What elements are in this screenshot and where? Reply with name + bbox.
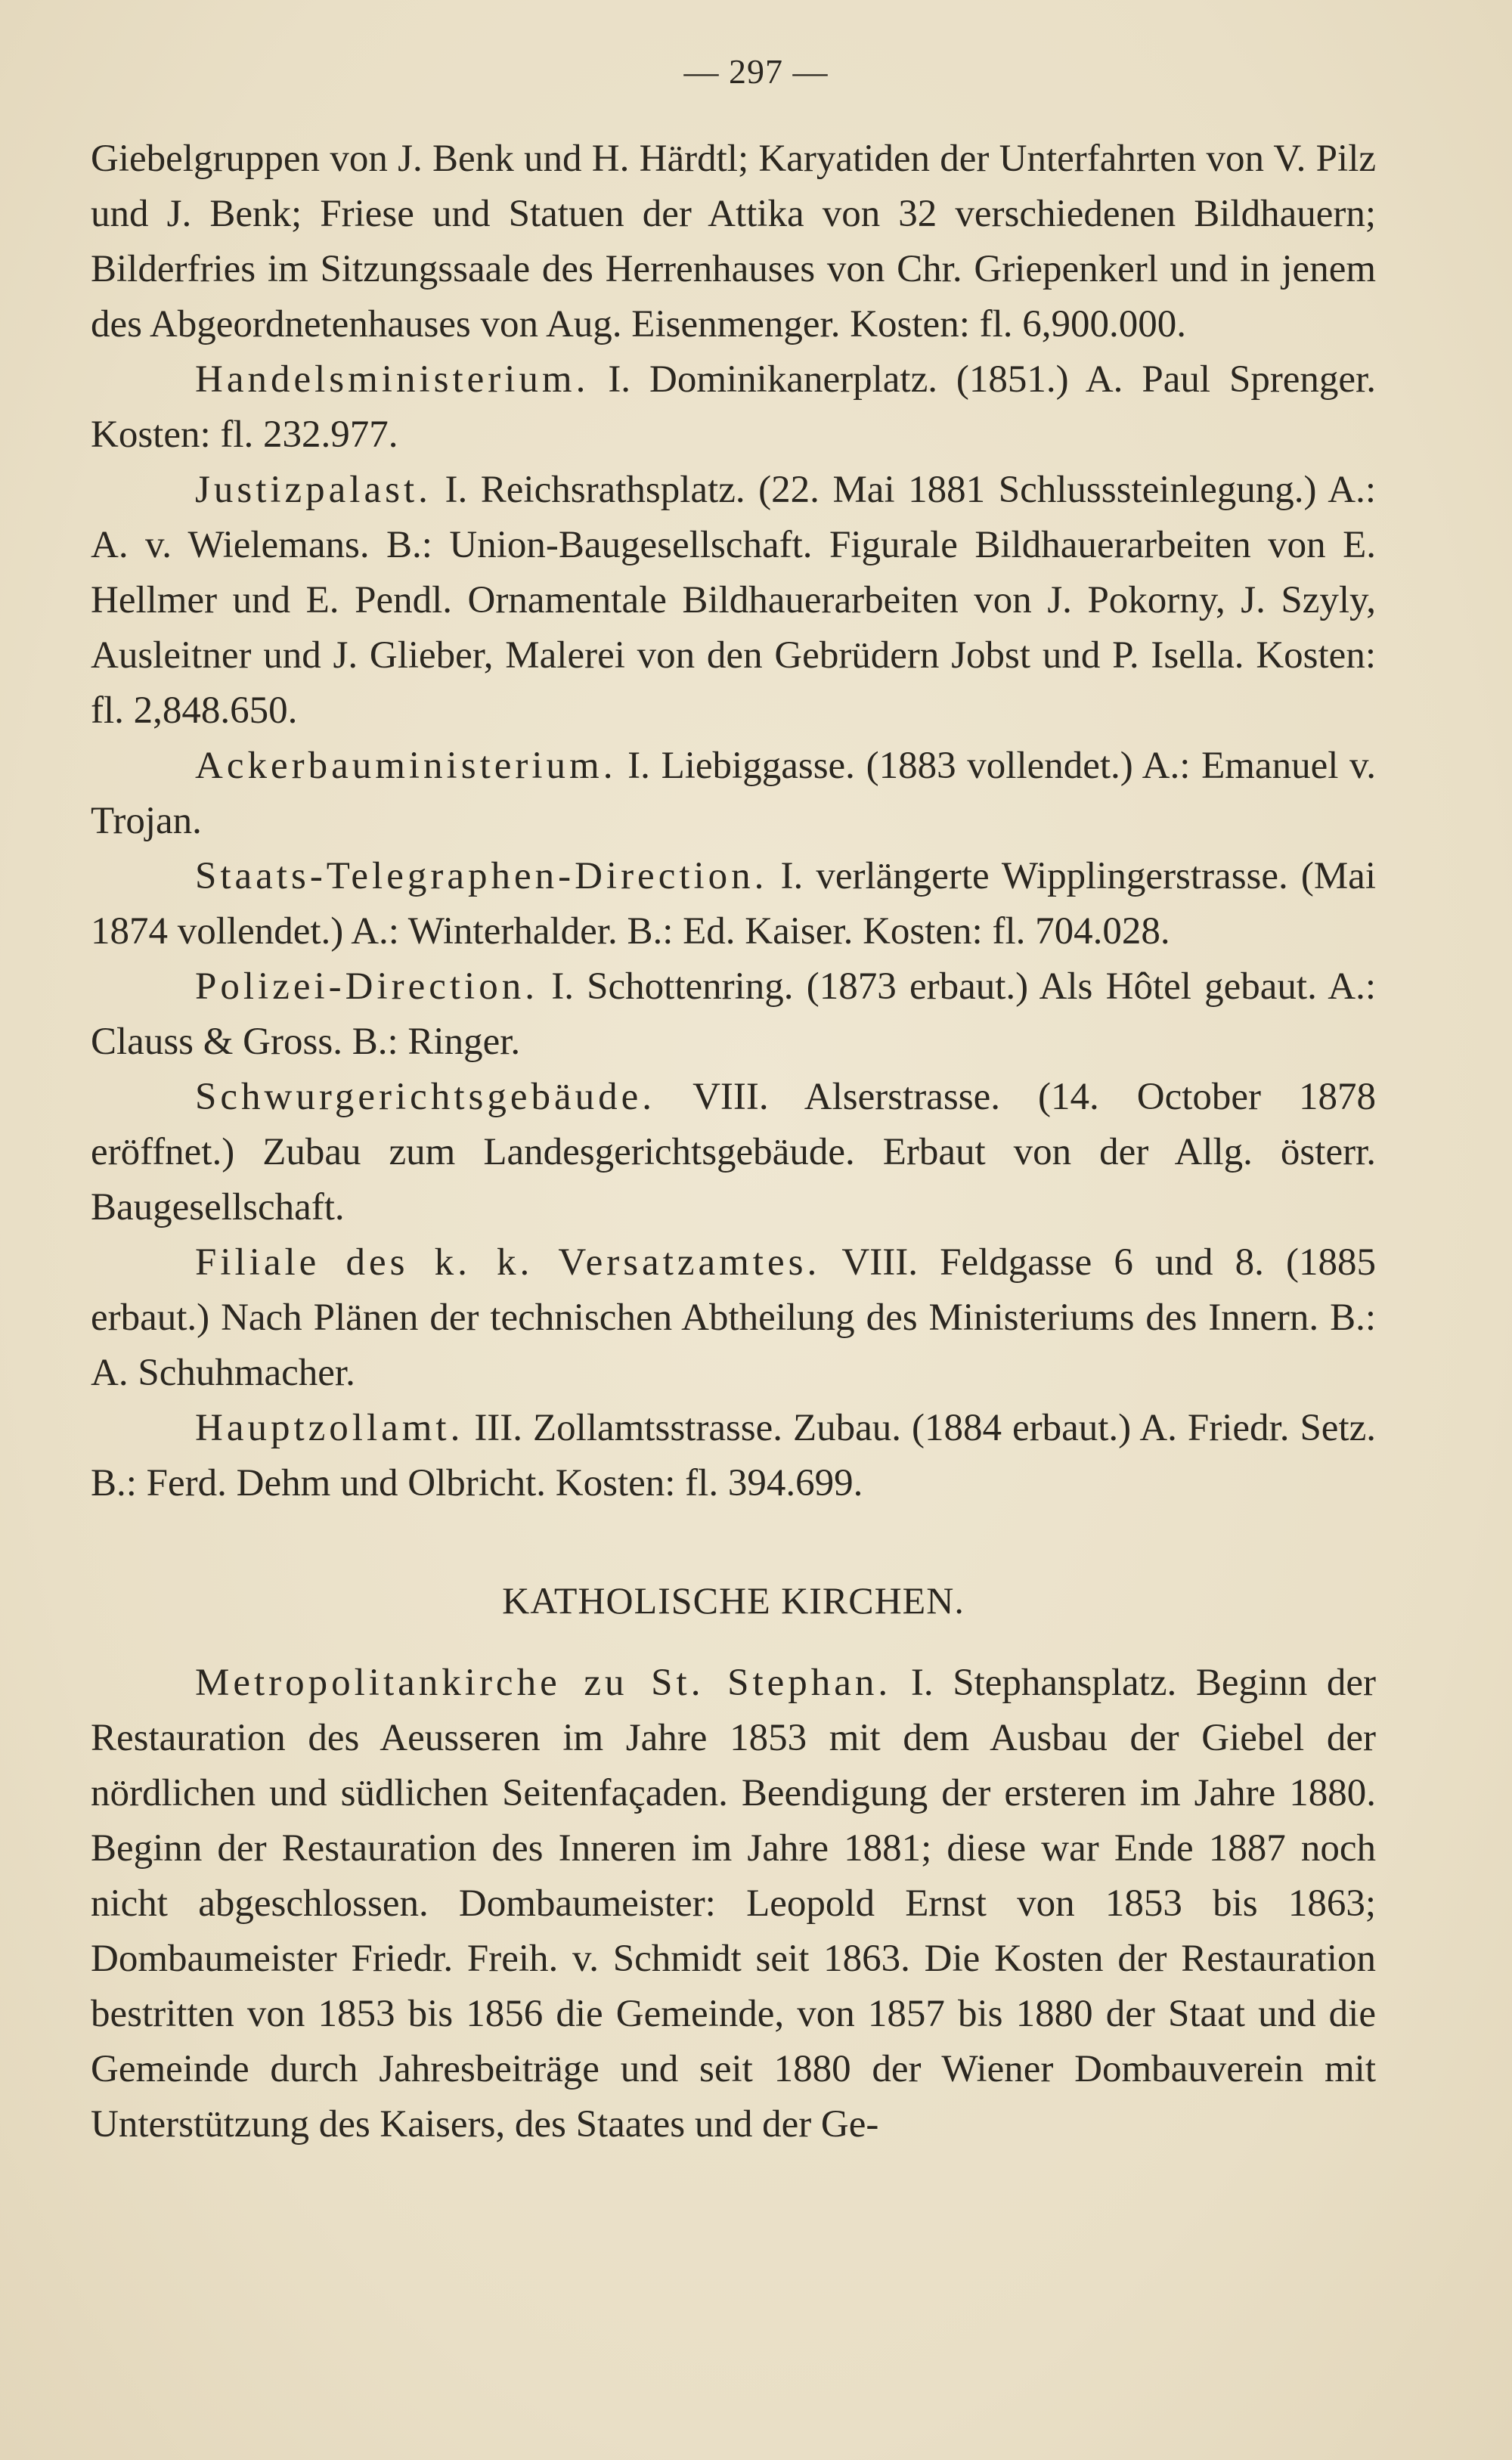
intro-paragraph: Giebelgruppen von J. Benk und H. Härdtl; Karyatiden der Unterfahrten von V. Pilz und J. Benk; Friese und Statuen der Attika von 32 verschiedenen Bildhauern; Bilderfries im Sitzungssaale des Herrenhauses von Chr. Griepenkerl und in jenem des Abgeordnetenhauses von Aug. Eisenmenger. Kosten: fl. 6,900.000. <box>91 138 1376 345</box>
entry-ackerbauministerium <box>91 739 1376 849</box>
entry-name: Staats-Telegraphen-Direction. <box>195 855 768 897</box>
entry-text: I. Liebiggasse. (1883 vollendet.) A.: Emanuel v. Trojan. <box>91 745 1376 842</box>
page-body <box>91 132 1376 2152</box>
entry-name: Metropolitankirche zu St. Stephan. <box>195 1662 892 1704</box>
section-heading: KATHOLISCHE KIRCHEN. <box>502 1579 965 1622</box>
entry-text: III. Zollamtsstrasse. Zubau. (1884 erbaut.) A. Friedr. Setz. B.: Ferd. Dehm und Olbricht. Kosten: fl. 394.699. <box>91 1407 1376 1504</box>
entry-polizei-direction <box>91 959 1376 1070</box>
entry-text: VIII. Feldgasse 6 und 8. (1885 erbaut.) Nach Plänen der technischen Abtheilung des Ministeriums des Innern. B.: A. Schuhmacher. <box>91 1241 1377 1394</box>
entry-name: Handelsministerium. <box>195 358 590 401</box>
entry-name: Filiale des k. k. Versatzamtes. <box>195 1241 821 1284</box>
entry-text: I. Schottenring. (1873 erbaut.) Als Hôtel gebaut. A.: Clauss & Gross. B.: Ringer. <box>91 965 1376 1063</box>
entry-name: Hauptzollamt. <box>195 1407 464 1449</box>
entry-text: I. Dominikanerplatz. (1851.) A. Paul Sprenger. Kosten: fl. 232.977. <box>91 358 1376 456</box>
entry-name: Ackerbauministerium. <box>195 745 617 787</box>
page-number: — 297 — <box>683 52 829 91</box>
entry-text: I. Reichsrathsplatz. (22. Mai 1881 Schlusssteinlegung.) A.: A. v. Wielemans. B.: Union-Baugesellschaft. Figurale Bildhauerarbeiten von E. Hellmer und E. Pendl. Ornamentale Bildhauerarbeiten von J. Pokorny, J. Szyly, Ausleitner und J. Glieber, Malerei von den Gebrüdern Jobst und P. Isella. Kosten: fl. 2,848.650. <box>91 469 1376 732</box>
entry-hauptzollamt <box>91 1401 1376 1511</box>
entry-name: Polizei-Direction. <box>195 965 538 1008</box>
entry-text: I. verlängerte Wipplingerstrasse. (Mai 1874 vollendet.) A.: Winterhalder. B.: Ed. Kaiser. Kosten: fl. 704.028. <box>91 855 1376 953</box>
entry-text: I. Stephansplatz. Beginn der Restauration des Aeusseren im Jahre 1853 mit dem Ausbau der Giebel der nördlichen und südlichen Seitenfaçaden. Beendigung der ersteren im Jahre 1880. Beginn der Restauration des Inneren im Jahre 1881; diese war Ende 1887 noch nicht abgeschlossen. Dombaumeister: Leopold Ernst von 1853 bis 1863; Dombaumeister Friedr. Freih. v. Schmidt seit 1863. Die Kosten der Restauration bestritten von 1853 bis 1856 die Gemeinde, von 1857 bis 1880 der Staat und die Gemeinde durch Jahresbeiträge und seit 1880 der Wiener Dombauverein mit Unterstützung des Kaisers, des Staates und der Ge- <box>91 1662 1376 2146</box>
entry-telegraphen-direction <box>91 849 1376 959</box>
entry-name: Schwurgerichtsgebäude. <box>195 1076 655 1118</box>
entry-stephansdom <box>91 1656 1376 2152</box>
entry-justizpalast <box>91 463 1376 739</box>
entry-schwurgerichtsgebaeude <box>91 1070 1376 1235</box>
entry-text: VIII. Alserstrasse. (14. October 1878 eröffnet.) Zubau zum Landesgerichtsgebäude. Erbaut von der Allg. österr. Baugesellschaft. <box>91 1076 1376 1228</box>
entry-name: Justizpalast. <box>195 469 432 511</box>
entry-versatzamt <box>91 1235 1376 1401</box>
entry-handelsministerium <box>91 352 1376 463</box>
